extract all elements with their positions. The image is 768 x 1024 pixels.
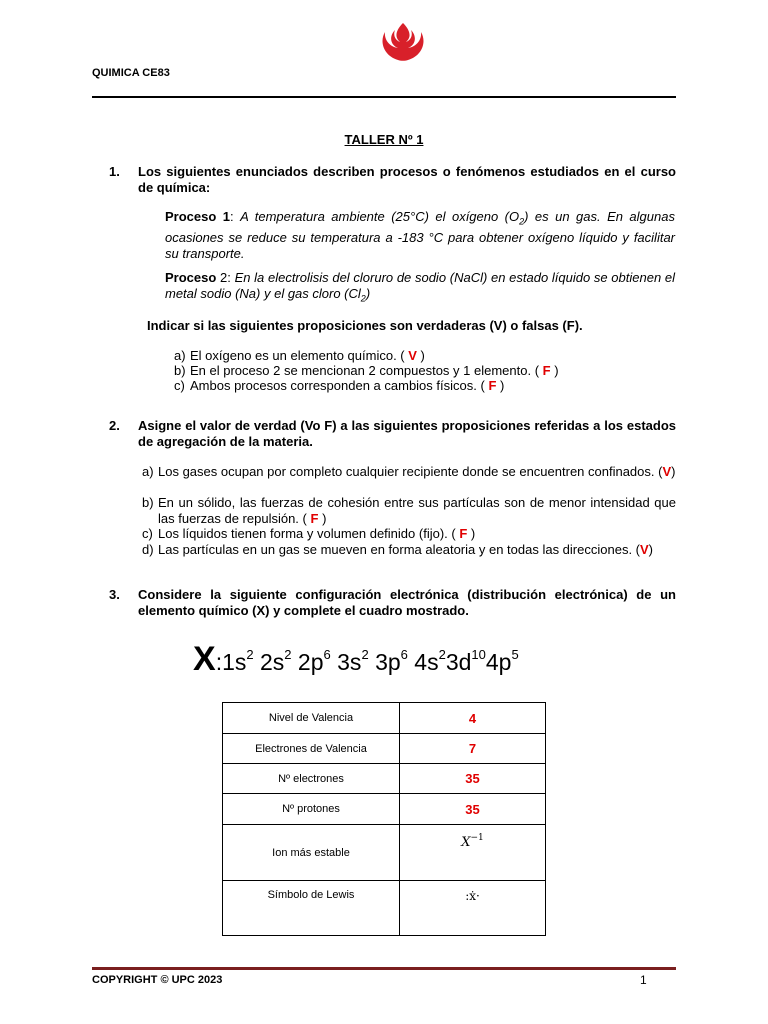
list-item — [174, 378, 674, 394]
subscript: 2 — [519, 216, 525, 227]
process-2-text-end: ) — [365, 286, 371, 301]
question-3 — [109, 587, 676, 619]
list-item — [142, 495, 676, 526]
answer: V — [662, 464, 672, 479]
table-row — [223, 794, 546, 825]
answer: V — [640, 542, 649, 557]
copyright: COPYRIGHT © UPC 2023 — [92, 974, 223, 986]
table-row — [223, 703, 546, 734]
item-label: c) — [142, 526, 153, 541]
element-symbol: X — [193, 640, 216, 678]
orbital: $3s^2$ — [337, 647, 369, 675]
question-number: 1. — [109, 164, 120, 179]
process-2-text: En la electrolisis del cloruro de sodio (NaCl) en estado líquido se obtienen el metal sodio (Na) y el gas cloro (Cl — [165, 270, 675, 301]
table-value: 35 — [400, 764, 546, 794]
answer: F — [488, 378, 497, 393]
list-item — [142, 542, 676, 558]
question-number: 2. — [109, 418, 120, 433]
item-label: b) — [142, 495, 154, 510]
item-text: En el proceso 2 se mencionan 2 compuestos y 1 elemento. ( — [190, 363, 540, 378]
table-label: Nivel de Valencia — [223, 703, 400, 734]
ion-formula: $X^{-1}$ — [461, 833, 484, 850]
orbital: $3d^{10}$ — [445, 647, 486, 675]
item-label: c) — [174, 378, 185, 393]
table-value — [400, 825, 546, 881]
question-text: Considere la siguiente configuración electrónica (distribución electrónica) de un elemento químico (X) y complete el cuadro mostrado. — [138, 587, 676, 618]
answer-table — [222, 702, 546, 936]
table-label: Nº protones — [223, 794, 400, 825]
item-text: Ambos procesos corresponden a cambios físicos. ( — [190, 378, 485, 393]
table-row — [223, 881, 546, 936]
orbital: $3p^6$ — [375, 647, 408, 675]
table-label: Símbolo de Lewis — [223, 881, 400, 936]
orbital: $2p^6$ — [297, 647, 331, 675]
footer-divider — [92, 967, 676, 970]
upc-logo-icon — [378, 20, 428, 64]
paren: ) — [470, 526, 476, 541]
answer: F — [459, 526, 468, 541]
table-row — [223, 825, 546, 881]
answer: F — [542, 363, 551, 378]
process-2-number: 2 — [220, 270, 228, 285]
item-text: El oxígeno es un elemento químico. ( — [190, 348, 405, 363]
item-label: a) — [174, 348, 186, 363]
orbital: $4p^5$ — [485, 647, 519, 675]
table-value — [400, 881, 546, 936]
item-label: d) — [142, 542, 154, 557]
item-text: Los gases ocupan por completo cualquier recipiente donde se encuentren confinados. ( — [158, 464, 663, 479]
question-2 — [109, 418, 676, 450]
process-1: Proceso 1: A temperatura ambiente (25°C) el oxígeno $(O_2)$ es un gas. En algunas ocasiones se reduce su temperatura a -183 °C para obtener oxígeno líquido y facilitar su transporte. — [165, 209, 675, 261]
item-text: Los líquidos tienen forma y volumen definido (fijo). ( — [158, 526, 456, 541]
answer: F — [310, 510, 319, 526]
course-header: QUIMICA CE83 — [92, 67, 170, 79]
item-label: a) — [142, 464, 154, 479]
process-1-label: Proceso 1 — [165, 209, 230, 224]
process-1-text: A temperatura ambiente (25°C) el oxígeno (O — [240, 209, 520, 224]
header-divider — [92, 96, 676, 98]
process-2-label: Proceso — [165, 270, 217, 285]
orbital: $2s^2$ — [260, 647, 292, 675]
list-item — [174, 363, 674, 379]
instruction: Indicar si las siguientes proposiciones son verdaderas (V) o falsas (F). — [147, 318, 583, 333]
paren: ) — [322, 510, 327, 526]
question-1 — [109, 164, 676, 196]
electron-configuration — [193, 640, 519, 679]
item-text: Las partículas en un gas se mueven en forma aleatoria y en todas las direcciones. ( — [158, 542, 640, 557]
item-label: b) — [174, 363, 186, 378]
question-text: Los siguientes enunciados describen procesos o fenómenos estudiados en el curso de química: — [138, 164, 676, 195]
paren: ) — [648, 542, 654, 557]
table-row — [223, 734, 546, 764]
list-item — [174, 348, 674, 364]
subscript: 2 — [360, 293, 366, 304]
orbital: $4s^2$ — [414, 647, 446, 675]
list-item — [142, 526, 676, 542]
orbital: $1s^2$ — [222, 647, 254, 675]
colon: : — [215, 649, 223, 675]
table-value: 35 — [400, 794, 546, 825]
table-label: Nº electrones — [223, 764, 400, 794]
paren: ) — [671, 464, 676, 479]
list-item — [142, 464, 676, 480]
paren: ) — [500, 378, 505, 393]
question-number: 3. — [109, 587, 120, 602]
table-row — [223, 764, 546, 794]
page-number: 1 — [640, 973, 647, 987]
table-label: Ion más estable — [223, 825, 400, 881]
paren: ) — [554, 363, 559, 378]
answer: V — [408, 348, 417, 363]
table-value: 7 — [400, 734, 546, 764]
question-text: Asigne el valor de verdad (Vo F) a las siguientes proposiciones referidas a los estados de agregación de la materia. — [138, 418, 676, 449]
process-2: Proceso 2: En la electrolisis del cloruro de sodio (NaCl) en estado líquido se obtienen el metal sodio (Na) y el gas cloro $(Cl_2)$ — [165, 270, 675, 304]
item-text: En un sólido, las fuerzas de cohesión entre sus partículas son de menor intensidad que las fuerzas de repulsión. ( — [158, 495, 676, 526]
page-title: TALLER Nº 1 — [344, 132, 424, 147]
lewis-symbol: :ẋ· — [465, 889, 480, 903]
table-value: 4 — [400, 703, 546, 734]
paren: ) — [420, 348, 425, 363]
process-1-text-end: ) es un gas. En algunas ocasiones se reduce su temperatura a -183 °C para obtener oxígeno líquido y facilitar su transporte. — [165, 209, 675, 261]
table-label: Electrones de Valencia — [223, 734, 400, 764]
